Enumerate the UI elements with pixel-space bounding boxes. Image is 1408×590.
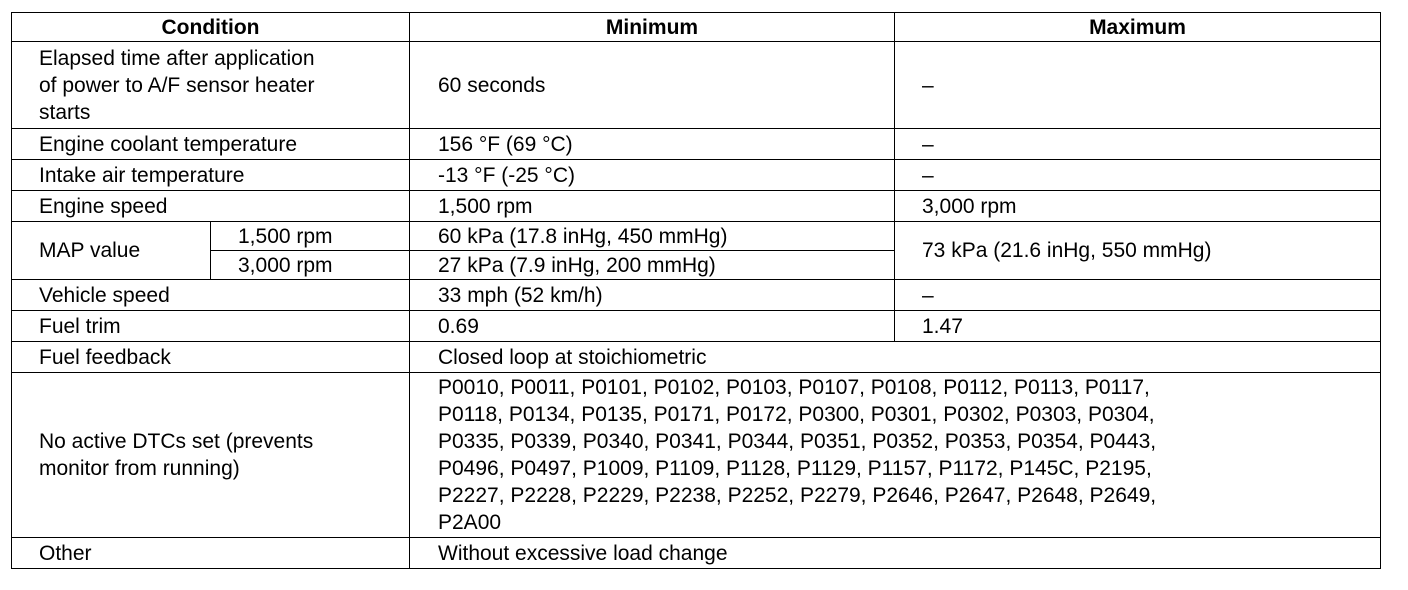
- table-row: [12, 280, 1381, 311]
- sub-condition-cell: 3,000 rpm: [211, 251, 410, 280]
- condition-cell: Engine coolant temperature: [12, 129, 410, 160]
- minimum-cell: 60 seconds: [410, 42, 895, 129]
- table-row: [12, 129, 1381, 160]
- condition-cell: [12, 42, 410, 129]
- minimum-cell: 156 °F (69 °C): [410, 129, 895, 160]
- dtc-line: P0335, P0339, P0340, P0341, P0344, P0351, P0352, P0353, P0354, P0443,: [438, 430, 1157, 453]
- maximum-cell: 1.47: [895, 311, 1381, 342]
- value-cell: Closed loop at stoichiometric: [410, 342, 1381, 373]
- minimum-cell: 60 kPa (17.8 inHg, 450 mmHg): [410, 222, 895, 251]
- table-row: [12, 342, 1381, 373]
- table-row: [12, 160, 1381, 191]
- condition-cell: Fuel feedback: [12, 342, 410, 373]
- table-row: [12, 222, 1381, 251]
- condition-line: starts: [39, 100, 91, 124]
- minimum-cell: 33 mph (52 km/h): [410, 280, 895, 311]
- condition-cell: Vehicle speed: [12, 280, 410, 311]
- minimum-cell: -13 °F (-25 °C): [410, 160, 895, 191]
- condition-line: of power to A/F sensor heater: [39, 73, 315, 97]
- header-minimum: Minimum: [410, 13, 895, 42]
- condition-line: monitor from running): [39, 457, 240, 480]
- maximum-cell: –: [895, 42, 1381, 129]
- dtc-list-cell: [410, 373, 1381, 538]
- condition-line: No active DTCs set (prevents: [39, 430, 314, 453]
- condition-cell: Intake air temperature: [12, 160, 410, 191]
- table-row: [12, 311, 1381, 342]
- dtc-line: P0496, P0497, P1009, P1109, P1128, P1129, P1157, P1172, P145C, P2195,: [438, 457, 1152, 480]
- dtc-line: P0010, P0011, P0101, P0102, P0103, P0107, P0108, P0112, P0113, P0117,: [438, 376, 1150, 399]
- condition-cell: Other: [12, 538, 410, 569]
- dtc-line: P0118, P0134, P0135, P0171, P0172, P0300, P0301, P0302, P0303, P0304,: [438, 403, 1155, 426]
- table-row: [12, 42, 1381, 129]
- maximum-cell: 3,000 rpm: [895, 191, 1381, 222]
- condition-line: Elapsed time after application: [39, 46, 315, 70]
- table-row: [12, 191, 1381, 222]
- sub-condition-cell: 1,500 rpm: [211, 222, 410, 251]
- header-maximum: Maximum: [895, 13, 1381, 42]
- maximum-cell: –: [895, 160, 1381, 191]
- table-row: [12, 538, 1381, 569]
- maximum-cell: 73 kPa (21.6 inHg, 550 mmHg): [895, 222, 1381, 280]
- dtc-line: P2227, P2228, P2229, P2238, P2252, P2279, P2646, P2647, P2648, P2649,: [438, 484, 1157, 507]
- minimum-cell: 27 kPa (7.9 inHg, 200 mmHg): [410, 251, 895, 280]
- maximum-cell: –: [895, 280, 1381, 311]
- condition-cell: [12, 373, 410, 538]
- condition-cell: Engine speed: [12, 191, 410, 222]
- condition-cell: MAP value: [12, 222, 211, 280]
- dtc-line: P2A00: [438, 511, 502, 534]
- table-row: [12, 373, 1381, 538]
- header-condition: Condition: [12, 13, 410, 42]
- maximum-cell: –: [895, 129, 1381, 160]
- header-row: [12, 13, 1381, 42]
- minimum-cell: 0.69: [410, 311, 895, 342]
- condition-cell: Fuel trim: [12, 311, 410, 342]
- minimum-cell: 1,500 rpm: [410, 191, 895, 222]
- value-cell: Without excessive load change: [410, 538, 1381, 569]
- monitor-conditions-table: [11, 12, 1381, 569]
